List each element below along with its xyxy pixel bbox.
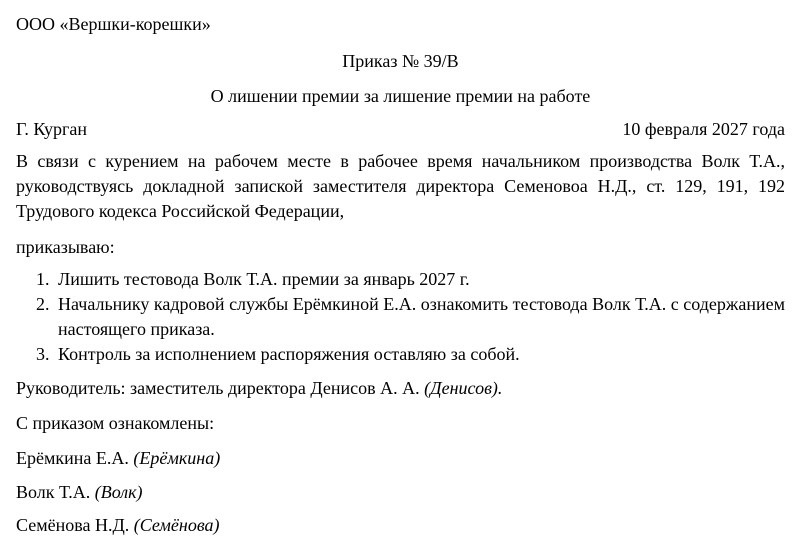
order-item-text: Контроль за исполнением распоряжения оставляю за собой.: [58, 344, 520, 364]
order-item-text: Начальнику кадровой службы Ерёмкиной Е.А. ознакомить тестовода Волк Т.А. с содержанием настоящего приказа.: [58, 294, 785, 339]
acquainted-row: [16, 480, 143, 504]
order-item-number: 1.: [36, 269, 50, 289]
order-title: Приказ № 39/В: [342, 51, 459, 71]
place-date-row: [16, 117, 785, 141]
order-date: 10 февраля 2027 года: [622, 119, 785, 139]
preamble-paragraph: В связи с курением на рабочем месте в рабочее время начальником производства Волк Т.А., руководствуясь докладной запиской заместителя директора Семеновоа Н.Д., ст. 129, 191, 192 Трудового кодекса Российской Федерации,: [16, 151, 785, 221]
head-signature: (Денисов).: [424, 378, 503, 398]
acquainted-row: [16, 446, 220, 470]
acquainted-signature: (Ерёмкина): [133, 448, 221, 468]
order-item-number: 3.: [36, 344, 50, 364]
order-item-text: Лишить тестовода Волк Т.А. премии за январь 2027 г.: [58, 269, 470, 289]
order-word: приказываю:: [16, 237, 115, 257]
acquainted-name: Ерёмкина Е.А.: [16, 448, 129, 468]
acquainted-signature: (Волк): [94, 482, 143, 502]
order-item: [36, 267, 785, 292]
organization-name: ООО «Вершки-корешки»: [16, 14, 211, 34]
order-item: [36, 292, 785, 342]
acquainted-signature: (Семёнова): [133, 515, 220, 535]
order-subject: О лишении премии за лишение премии на работе: [210, 86, 591, 106]
acquainted-name: Волк Т.А.: [16, 482, 91, 502]
acquainted-name: Семёнова Н.Д.: [16, 515, 130, 535]
order-items-list: [36, 267, 785, 367]
order-item: [36, 342, 785, 367]
order-item-number: 2.: [36, 294, 50, 314]
city: Г. Курган: [16, 119, 88, 139]
head-label: Руководитель: заместитель директора Денисов А. А.: [16, 378, 420, 398]
acquainted-label: С приказом ознакомлены:: [16, 413, 215, 433]
acquainted-row: [16, 513, 220, 537]
head-signature-line: [16, 376, 502, 400]
